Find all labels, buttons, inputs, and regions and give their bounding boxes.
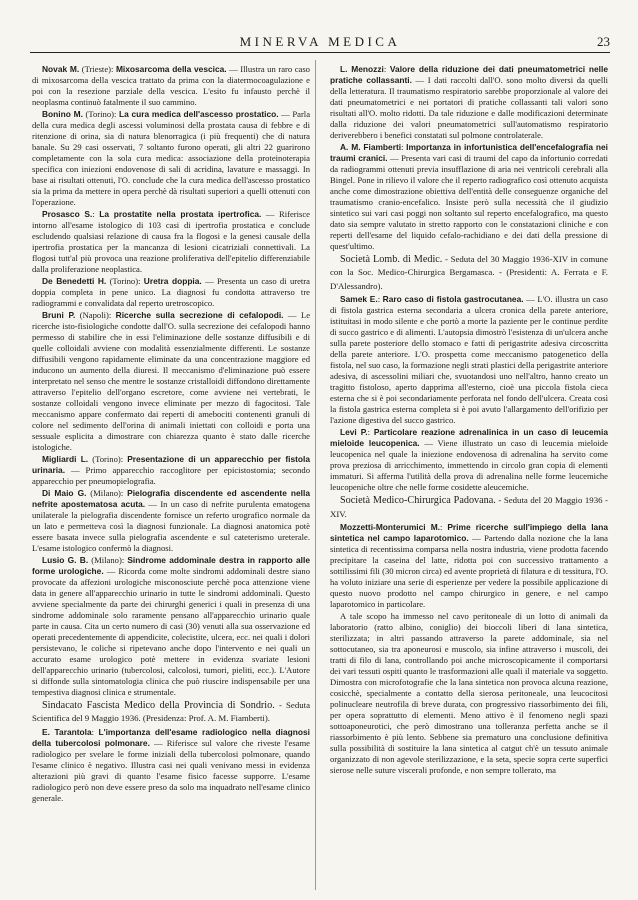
section-heading — [32, 699, 310, 726]
author-name: Di Maio G. — [42, 488, 87, 498]
author-name: Prosasco S. — [42, 209, 93, 219]
abstract-text: — Presenta un caso di uretra doppia completa in pene unico. La diagnosi fu condotta attraverso tre radiogrammi e convalidata dal reperto uretroscopico. — [32, 276, 310, 308]
abstract-title: Sindrome addominale destra in rapporto alle forme urologiche. — [32, 555, 310, 576]
abstract-entry — [32, 488, 310, 554]
society-name: Società Lomb. di Medic. — [340, 254, 443, 265]
abstract-text: — Partendo dalla nozione che la lana sintetica di recentissima comparsa nella nostra industria, viene prodotta facendo precipitare la caseina del latte, ridotta poi con successivo trattamento a sottilissimi fili (30 micron circa) ed avente proprietà di filatura e di tessitura, l'O. ha voluto iniziare una serie di esperienze per vedere la possibile applicazione di questo nuovo prodotto nel campo chirurgico in genere, e nel campo laparotomico in particolare. — [330, 533, 608, 610]
abstract-title: Presentazione di un apparecchio per fistola urinaria. — [32, 454, 310, 475]
abstract-title: La cura medica dell'ascesso prostatico. — [118, 109, 279, 119]
author-name: Migliardi L. — [42, 454, 89, 464]
abstract-title: La prostatite nella prostata ipertrofica. — [99, 209, 262, 219]
page-number: 23 — [597, 34, 610, 49]
abstract-text: — Presenta vari casi di traumi del capo da infortunio corredati da radiogrammi ottenuti previa insufflazione di aria nei ventricoli cerebrali alla Bingel. Pone in rilievo il valore che il reperto radiografico così ottenuto acquista anche come dimostrazione obiettiva dell'entità delle conseguenze organiche del traumatismo cranio-encefalico. Insiste però sulla necessità che il giudizio sintetico sui vari casi poggi non soltanto sul reperto encefalografico, ma questo dato sia sempre valutato in stretto rapporto con le constatazioni cliniche e con reperti dell'esame del liquido cefalo-rachidiano e dei dati della pressione di quest'ultimo. — [330, 153, 608, 251]
author-place: (Napoli): — [75, 310, 116, 320]
abstract-title: Raro caso di fistola gastrocutanea. — [382, 294, 524, 305]
author-place: : — [367, 427, 374, 438]
author-name: E. Tarantola — [42, 726, 92, 737]
abstract-text: — Viene illustrato un caso di leucemia mieloide leucopenica nel quale la iniezione endovenosa di adrenalina ha servito come prova preziosa di arricchimento, immettendo in circolo gran copia di elementi immaturi. Si afferma l'utilità della prova di adrenalina nelle forme leucemiche leucopeniche oltre che nelle forme cosidette aleucemiche. — [330, 438, 608, 493]
author-name: Bruni P. — [42, 310, 76, 320]
abstract-text: — Illustra un raro caso di mixosarcoma della vescica trattato da prima con la diatermocoagulazione e poi con la resezione parziale della vescica. L'esito fu infausto perchè il neoplasma continuò fatalmente il suo cammino. — [32, 64, 310, 107]
journal-title: MINERVA MEDICA — [239, 34, 401, 49]
paragraph — [330, 611, 608, 776]
abstract-title: Particolare reazione adrenalinica in un caso di leucemia mieloide leucopenica. — [330, 427, 608, 449]
abstract-title: L'importanza dell'esame radiologico nella diagnosi della tubercolosi polmonare. — [32, 726, 310, 748]
running-head — [30, 34, 610, 53]
section-heading — [330, 253, 608, 293]
abstract-title: Pielografia discendente ed ascendente nella nefrite apostematosa acuta. — [32, 488, 310, 509]
abstract-title: Prime ricerche sull'impiego della lana sintetica nel campo laparotomico. — [330, 522, 608, 544]
abstract-entry — [32, 454, 310, 487]
left-column — [32, 64, 310, 805]
session-info: - Seduta Scientifica del 9 Maggio 1936. (Presidenza: Prof. A. M. Fiamberti). — [32, 700, 310, 724]
author-name: Mozzetti-Monterumici M. — [340, 522, 441, 533]
author-name: Samek E. — [340, 294, 378, 305]
abstract-entry — [330, 427, 608, 493]
author-place: (Torino): — [82, 109, 119, 119]
session-info: - Seduta del 30 Maggio 1936-XIV in comune con la Soc. Medico-Chirurgica Bergamasca. - (Presidenti: A. Ferrata e F. D'Alessandro). — [330, 254, 608, 291]
abstract-text: — L'O. illustra un caso di fistola gastrica esterna secondaria a ulcera cronica della parete anteriore, istituitasi in modo silente e che portò a morte la paziente per le continue perdite di succo gastrico e di alimenti. L'autopsia dimostrò l'esistenza di un'ulcera anche sulla parete posteriore dello stomaco e fatti di perigastrite adesiva circoscritta della parete anteriore. L'O. prospetta come meccanismo patogenetico della fistola, nel suo caso, la formazione negli strati plastici della perigastrite anteriore adesiva, di ascessolini miliari che, svuotandosi uno nell'altro, hanno creato un tragitto fistoloso, aperto dapprima all'esterno, cioè una piccola fistola cieca esterna che si è poi secondariamente perforata nel fondo dell'ulcera. Creata così la fistola gastrica esterna completa si è poi avuto l'allargamento dell'orifizio per l'azione digestiva del succo gastrico. — [330, 294, 608, 426]
abstract-title: Uretra doppia. — [143, 276, 202, 286]
session-info: - Seduta del 20 Maggio 1936 - XIV. — [330, 495, 608, 519]
abstract-entry — [330, 142, 608, 252]
abstract-entry — [330, 522, 608, 610]
abstract-entry — [32, 310, 310, 453]
author-place: (Milano): — [86, 488, 128, 498]
author-place: (Torino): — [88, 454, 128, 464]
abstract-entry — [330, 64, 608, 141]
author-name: De Benedetti H. — [42, 276, 107, 286]
abstract-entry — [32, 555, 310, 698]
column-divider — [315, 60, 316, 890]
abstract-title: Mixosarcoma della vescica. — [115, 64, 227, 74]
author-name: Lusio G. B. — [42, 555, 89, 565]
abstract-text: — Riferisce sul valore che riveste l'esame radiologico per svelare le forme iniziali della tubercolosi polmonare, quando l'esame clinico è negativo. Illustra casi nei quali venivano messi in evidenza alterazioni più gravi di quanto l'esame fisico facesse supporre. L'esame radiologico però non deve essere preso da solo ma inquadrato nell'esame clinico generale. — [32, 737, 310, 803]
society-name: Società Medico-Chirurgica Padovana. — [340, 495, 496, 507]
author-place: (Milano): — [88, 555, 128, 565]
abstract-entry — [32, 727, 310, 804]
author-place: : — [383, 64, 390, 74]
author-name: Levi P. — [340, 427, 368, 438]
abstract-text: — I dati raccolti dall'O. sono molto diversi da quelli della letteratura. Il traumatismo respiratorio sarebbe proporzionale al valore dei dati pneumatometrici e nei portatori di pratiche collassanti tali valori sono risultati all'O. molto ridotti. Da tale riduzione e dalle modificazioni determinate dalla riduzione dei valori pneumatometrici sull'automatismo respiratorio deriverebbero i benefici constatati sul polmone controlaterale. — [330, 75, 608, 140]
abstract-title: Importanza in infortunistica dell'encefalografia nei traumi cranici. — [330, 142, 608, 163]
abstract-entry — [330, 294, 608, 426]
author-place: (Torino): — [106, 276, 144, 286]
author-name: Novak M. — [42, 64, 80, 74]
author-name: A. M. Fiamberti — [340, 142, 402, 152]
abstract-entry — [32, 276, 310, 309]
author-name: L. Menozzi — [340, 64, 384, 74]
abstract-title: Ricerche sulla secrezione di cefalopodi. — [115, 310, 284, 320]
abstract-text: — Parla della cura medica degli ascessi voluminosi della prostata causa di febbre e di ritenzione di orina, sia di natura blenorragica (i più frequenti) che di natura banale. Su 29 casi osservati, 7 soltanto furono operati, gli altri 22 guarirono completamente con la sola cura medica: associazione della proteinoterapia specifica con iniezioni endovenose di sali di acridina, lavature e massaggi. In base ai risultati ottenuti, l'O. conclude che la cura medica dell'ascesso prostatico sia la prima da mettere in opera perchè dà risultati superiori a quelli ottenuti con l'operazione. — [32, 109, 311, 207]
author-name: Bonino M. — [42, 109, 83, 119]
right-column — [330, 64, 608, 777]
abstract-text: — Ricorda come molte sindromi addominali destre siano provocate da affezioni urologiche misconosciute perchè poca attenzione viene data in genere all'apparecchio urinario in tutte le sindromi addominali. Questo avviene specialmente da parte dei chirurghi generici i quali in presenza di una sindrome addominale solo raramente pensano all'apparecchio urinario quale parte in causa. Cita un certo numero di casi (30) venuti alla sua osservazione ed operati precedentemente di appendicite, colecistite, ulcera, ecc. nei quali i dolori persistevano, le coliche si ripetevano anche dopo l'intervento e nei quali un accurato esame urologico potè mettere in evidenza svariate lesioni dell'apparecchio urinario (tubercolosi, calcolosi, tumori, pieliti, ecc.). L'Autore si diffonde sulla sintomatologia clinica che può riuscire indispensabile per una tempestiva diagnosi clinica e strumentale. — [32, 566, 311, 697]
abstract-text: — In un caso di nefrite purulenta ematogena unilaterale la pielografia discendente fornisce un referto urografico normale da un lato e permetteva così la diagnosi funzionale. La diagnosi anatomica potè essere basata invece sulla pielografia ascendente e sul cateterismo ureterale. L'esame istologico confermò la diagnosi. — [32, 499, 310, 553]
society-name: Sindacato Fascista Medico della Provincia di Sondrio. — [42, 700, 275, 711]
abstract-title: Valore della riduzione dei dati pneumatometrici nelle pratiche collassanti. — [330, 64, 608, 85]
abstract-entry — [32, 109, 310, 208]
author-place: : — [401, 142, 407, 152]
author-place: : — [92, 209, 100, 219]
abstract-text: — Primo apparecchio raccoglitore per epicistostomia; secondo apparecchio per pneumopielografia. — [32, 465, 310, 486]
abstract-text: — Le ricerche isto-fisiologiche condotte dall'O. sulla secrezione dei cefalopodi hanno permesso di stabilire che in essi l'eliminazione delle sostanze diffusibili e di quelle colloidali avviene con modalità essenzialmente differenti. Le sostanze diffusibili vengono rapidamente eliminate da una concentrazione maggiore ed inducono un aumento della diuresi. Il meccanismo d'eliminazione può essere interpretato nel senso che mentre le sostanze cristalloidi diffondono direttamente attraverso l'epitelio dell'organo escretore, come avviene nei vertebrati, le sostanze colloidali vengono invece eliminate per mezzo di fagocitosi. Tale meccanismo appare confermato dai reperti di amebociti contenenti granuli di colore nel sedimento dell'orina di animali iniettati con colloidi e porta una sessuale esplicita a dimostrare con chiarezza quanto è stato dalle ricerche istologiche. — [32, 310, 311, 452]
abstract-entry — [32, 64, 310, 108]
author-place: : — [377, 294, 383, 305]
author-place: : — [91, 726, 99, 737]
author-place: : — [440, 522, 448, 533]
abstract-entry — [32, 209, 310, 275]
author-place: (Trieste): — [79, 64, 116, 74]
abstract-text: — Riferisce intorno all'esame istologico di 103 casi di ipertrofia prostatica e conclude escludendo qualsiasi relazione di causa fra la flogosi e la genesi causale della ipertrofia prostatica per la mancanza di lesioni cicatriziali connettivali. La flogosi tutt'al più provoca una reazione proliferativa dell'epitelio differenziabile dalla proliferazione neoplastica. — [32, 209, 310, 274]
paragraph-text: A tale scopo ha immesso nel cavo peritoneale di un lotto di animali da laboratorio (ratto albino, coniglio) dei bioccoli liberi di lana sintetica, sterilizzata; in altri passando attraverso la parete addominale, sia nel sottocutaneo, sia tra aponeurosi e muscolo, sia infine attraverso i muscoli, dei tratti di filo di lana, controllando poi anche microscopicamente il comportarsi dei vari tessuti ospiti quanto le trasformazioni alle quali il materiale va soggetto. Dimostra con microfotografie che la lana sintetica non provoca alcuna reazione, cosicchè, specialmente a contatto della sierosa peritoneale, una leucocitosi polinucleare neutrofila di breve durata, con progressivo riassorbimento dei fili, per opera soprattutto di elementi. Meno attivo è il fenomeno negli spazi sottoaponeurotici, che però dimostrano una tolleranza perfetta anche se il riassorbimento è più lento. Sebbene sia prematuro una conclusione definitiva sulla possibilità di sostituire la lana sintetica al catgut ch'è un tessuto animale organizzato di non agevole sterilizzazione, e la seta, specie sopra certe superfici sierose nelle suture viscerali profonde, e non sempre tollerato, ma — [330, 611, 608, 776]
section-heading — [330, 494, 608, 521]
